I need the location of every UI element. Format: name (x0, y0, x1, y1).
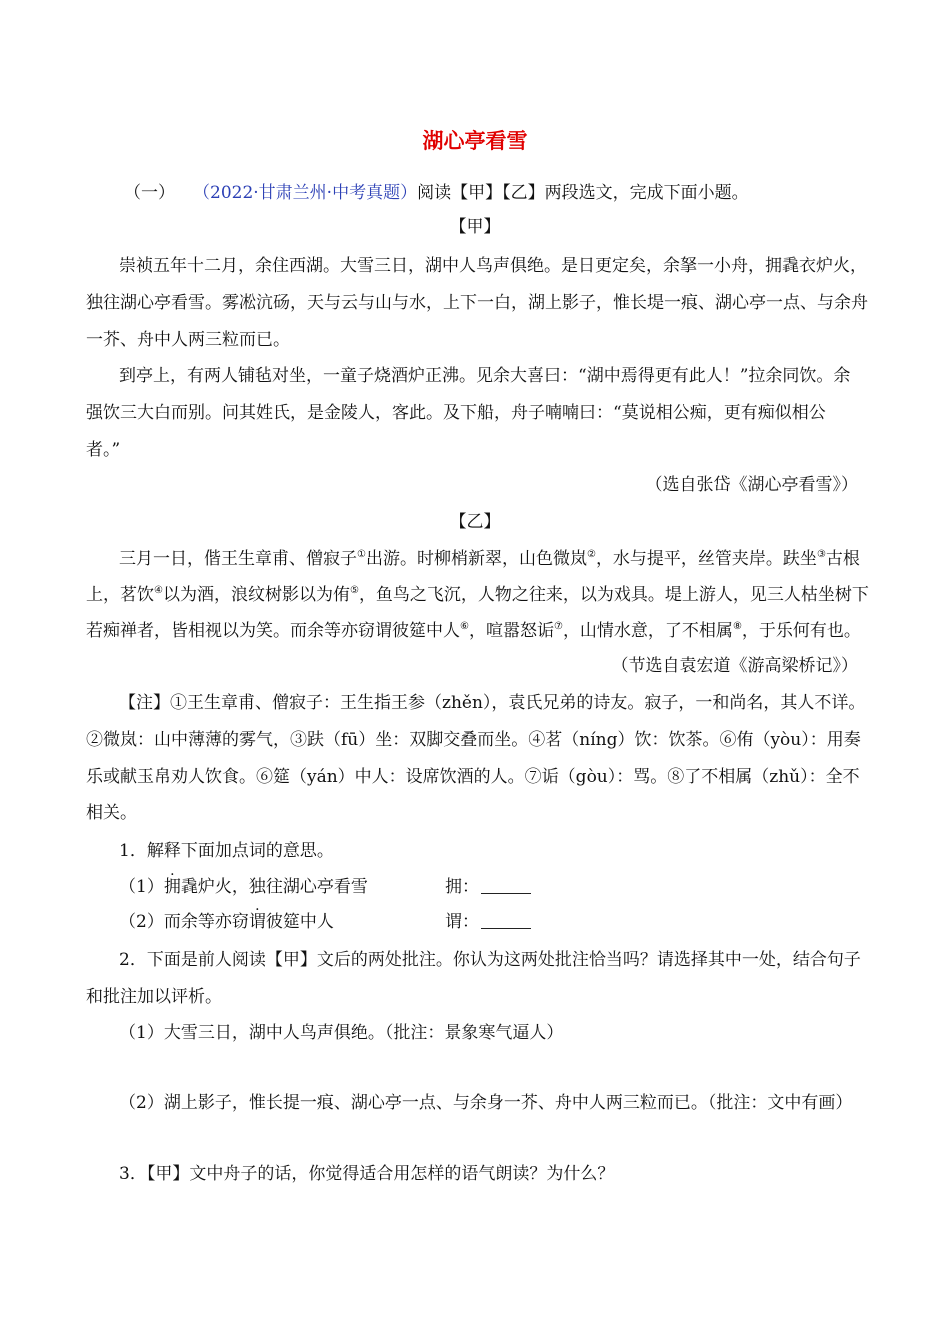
footnote-mark: ⑤ (349, 585, 359, 596)
jia-line: 强饮三大白而别。问其姓氏，是金陵人，客此。及下船，舟子喃喃曰：“莫说相公痴，更有痴似相公 (86, 403, 826, 423)
footnote-mark: ④ (154, 585, 163, 596)
question-2-stem: 2．下面是前人阅读【甲】文后的两处批注。你认为这两处批注恰当吗？请选择其中一处，结合句子 (119, 950, 861, 970)
question-2-item-2: （2）湖上影子，惟长提一痕、湖心亭一点、与余身一芥、舟中人两三粒而已。（批注：文中有画） (119, 1093, 853, 1113)
footnote-mark: ⑥ (460, 621, 469, 632)
note-line: 乐或献玉帛劝人饮食。⑥筵（yán）中人：设席饮酒的人。⑦诟（gòu）：骂。⑧了不相属（zhǔ）：全不 (86, 767, 860, 787)
yi-line-2: 上，茗饮④以为酒，浪纹树影以为侑⑤，鱼鸟之飞沉，人物之往来，以为戏具。堤上游人，见三人枯坐树下 (86, 585, 869, 605)
question-1-item-2: （2）而余等亦窃谓彼筵中人 (119, 912, 334, 932)
source-tag: （2022·甘肃兰州·中考真题） (193, 183, 418, 203)
section-number: （一） (124, 183, 175, 203)
jia-line: 者。” (86, 440, 121, 460)
question-1-item-1: （1）拥毳炉火，独往湖心亭看雪 (119, 877, 368, 897)
yi-heading: 【乙】 (449, 512, 501, 532)
answer-blank-2[interactable]: 谓： (445, 911, 531, 933)
note-line: 相关。 (86, 803, 137, 823)
footnote-mark: ① (357, 549, 366, 560)
footnote-mark: ② (586, 549, 596, 560)
question-3-stem: 3．【甲】文中舟子的话，你觉得适合用怎样的语气朗读？为什么？ (119, 1164, 615, 1184)
jia-source: （选自张岱《湖心亭看雪》） (645, 475, 858, 495)
jia-heading: 【甲】 (449, 217, 501, 237)
yi-line-3: 若痴禅者，皆相视以为笑。而余等亦窃谓彼筵中人⑥，喧嚣怒诟⑦，山情水意，了不相属⑧，于乐何有也。 (86, 621, 861, 641)
question-2-stem: 和批注加以评析。 (86, 987, 222, 1007)
page-title: 湖心亭看雪 (422, 128, 528, 153)
jia-line: 独往湖心亭看雪。雾凇沆砀，天与云与山与水，上下一白，湖上影子，惟长堤一痕、湖心亭一点、与余舟 (86, 293, 868, 313)
footnote-mark: ③ (816, 549, 826, 560)
yi-source: （节选自袁宏道《游高梁桥记》） (611, 656, 858, 676)
footnote-mark: ⑦ (553, 621, 563, 632)
section-instruction: 阅读【甲】【乙】两段选文，完成下面小题。 (417, 183, 749, 203)
jia-line: 一芥、舟中人两三粒而已。 (86, 330, 290, 350)
section-header (124, 182, 749, 204)
jia-line: 崇祯五年十二月，余住西湖。大雪三日，湖中人鸟声俱绝。是日更定矣，余拏一小舟，拥毳衣炉火， (119, 256, 867, 276)
footnote-mark: ⑧ (732, 621, 742, 632)
answer-blank-1[interactable]: 拥： (445, 876, 531, 898)
question-2-item-1: （1）大雪三日，湖中人鸟声俱绝。（批注：景象寒气逼人） (119, 1023, 564, 1043)
jia-line: 到亭上，有两人铺毡对坐，一童子烧酒炉正沸。见余大喜曰：“湖中焉得更有此人！”拉余同饮。余 (119, 366, 851, 386)
question-1-stem: 1．解释下面加点词的意思。 (119, 841, 334, 861)
dotted-word: 拥 (163, 877, 181, 897)
note-line: ②微岚：山中薄薄的雾气，③趺（fū）坐：双脚交叠而坐。④茗（níng）饮：饮茶。⑥侑（yòu）：用奏 (86, 730, 861, 750)
dotted-word: 谓 (248, 912, 266, 932)
note-line: 【注】①王生章甫、僧寂子：王生指王参（zhěn），袁氏兄弟的诗友。寂子，一和尚名，其人不详。 (119, 693, 866, 713)
yi-line-1: 三月一日，偕王生章甫、僧寂子①出游。时柳梢新翠，山色微岚②，水与提平，丝管夹岸。趺坐③古根 (119, 549, 860, 569)
